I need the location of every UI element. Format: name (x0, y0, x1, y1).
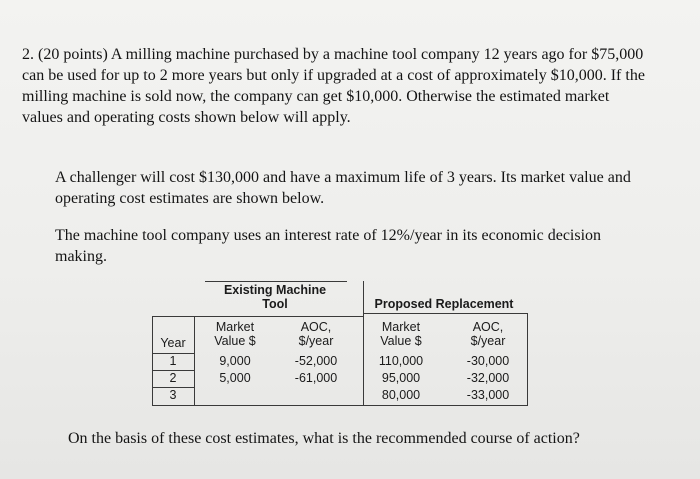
existing-title-line2: Tool (262, 297, 288, 311)
existing-aoc-value: -52,000 (294, 354, 338, 368)
year-header: Year (160, 336, 186, 350)
table-left-border (152, 316, 153, 406)
proposed-top-border (363, 313, 527, 314)
challenger-description: A challenger will cost $130,000 and have a maximum life of 3 years. Its market value and operating cost estimates are shown below. (55, 169, 631, 207)
existing-market-value: 9,000 (219, 354, 251, 368)
proposed-market-value: 110,000 (378, 354, 424, 368)
proposed-market-header-1: Market (381, 320, 421, 334)
problem-statement: 2. (20 points) A milling machine purchased by a machine tool company 12 years ago for $75,000 can be used for up to 2 more years but only if upgraded at a cost of approximately $10,000. If the milling machine is sold now, the company can get $10,000. Otherwise the estimated market values and operating costs shown below will apply. (22, 46, 645, 126)
year-row-divider (152, 353, 194, 354)
existing-top-border (205, 281, 347, 282)
proposed-aoc-value: -32,000 (466, 371, 510, 385)
year-cell: 1 (169, 354, 177, 368)
existing-market-header-2: Value $ (214, 334, 256, 348)
table-right-border (527, 313, 528, 406)
proposed-aoc-header-2: $/year (470, 334, 506, 348)
existing-aoc-value: -61,000 (294, 371, 338, 385)
year-row-divider (152, 370, 194, 371)
proposed-market-header-2: Value $ (380, 334, 422, 348)
proposed-market-value: 95,000 (381, 371, 421, 385)
existing-market-header-1: Market (215, 320, 255, 334)
existing-header-border (152, 316, 363, 317)
existing-title-line1: Existing Machine (223, 283, 327, 297)
year-column-border (194, 316, 195, 406)
year-cell: 2 (169, 371, 177, 385)
year-row-divider (152, 387, 194, 388)
existing-aoc-header-2: $/year (298, 334, 334, 348)
group-divider (363, 281, 364, 406)
question: On the basis of these cost estimates, what is the recommended course of action? (68, 430, 580, 447)
proposed-aoc-value: -30,000 (466, 354, 510, 368)
existing-aoc-header-1: AOC, (300, 320, 332, 334)
proposed-aoc-value: -33,000 (466, 388, 510, 402)
proposed-market-value: 80,000 (381, 388, 421, 402)
proposed-title: Proposed Replacement (374, 297, 514, 311)
existing-market-value: 5,000 (219, 371, 251, 385)
year-cell: 3 (169, 388, 177, 402)
proposed-aoc-header-1: AOC, (472, 320, 504, 334)
interest-rate-note: The machine tool company uses an interest rate of 12%/year in its economic decision making. (55, 227, 602, 265)
table-bottom-border (152, 405, 527, 406)
